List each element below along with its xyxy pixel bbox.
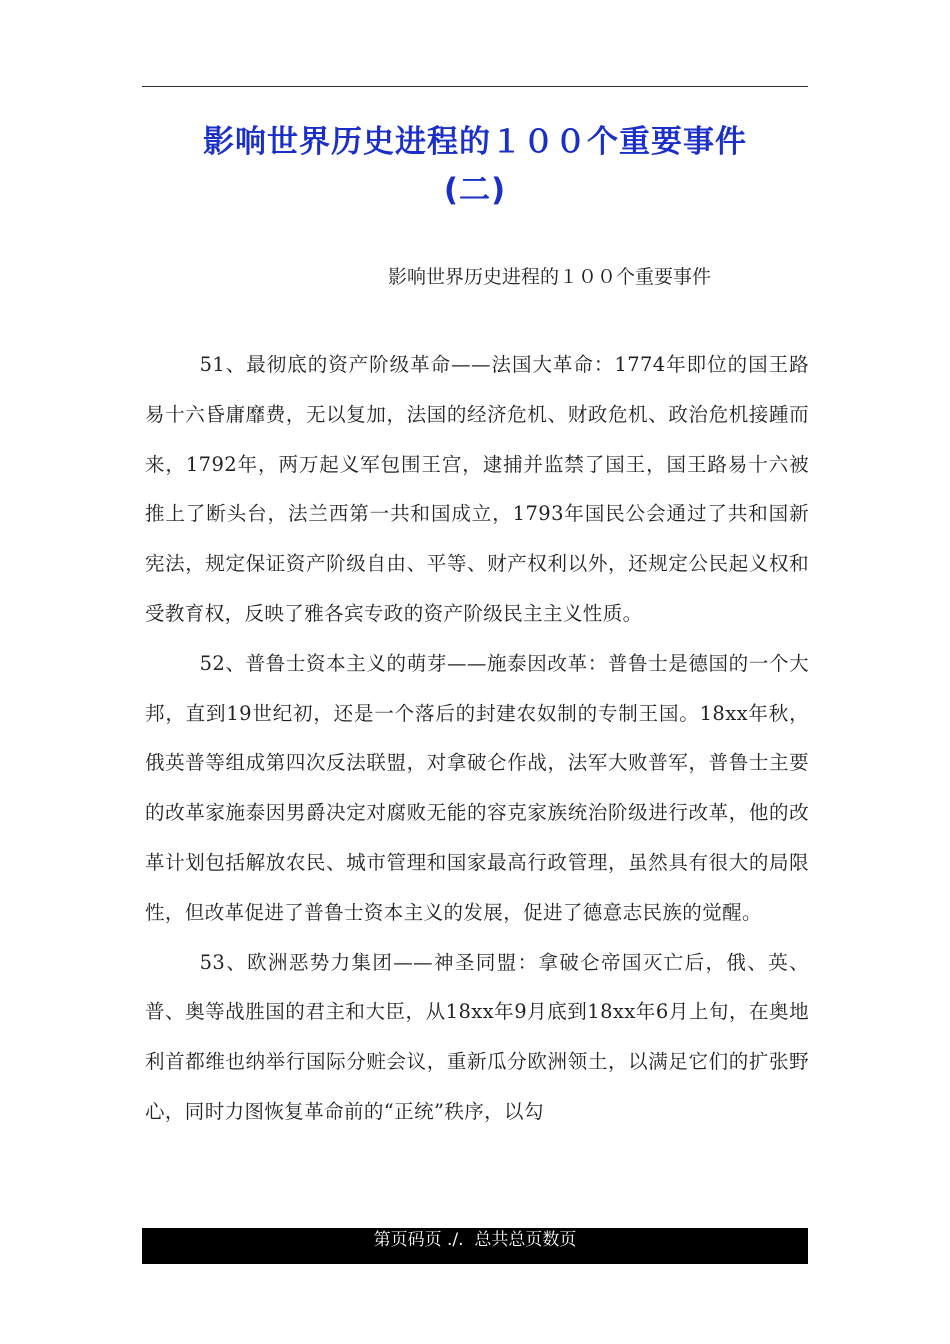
paragraph-51: 51、最彻底的资产阶级革命——法国大革命：1774年即位的国王路易十六昏庸靡费，无以复加，法国的经济危机、财政危机、政治危机接踵而来，1792年，两万起义军包围王宫，逮捕并监禁了国王，国王路易十六被推上了断头台，法兰西第一共和国成立，1793年国民公会通过了共和国新宪法，规定保证资产阶级自由、平等、财产权利以外，还规定公民起义权和受教育权，反映了雅各宾专政的资产阶级民主主义性质。 bbox=[145, 353, 809, 625]
paragraph-52: 52、普鲁士资本主义的萌芽——施泰因改革：普鲁士是德国的一个大邦，直到19世纪初，还是一个落后的封建农奴制的专制王国。18xx年秋，俄英普等组成第四次反法联盟，对拿破仑作战，法军大败普军，普鲁士主要的改革家施泰因男爵决定对腐败无能的容克家族统治阶级进行改革，他的改革计划包括解放农民、城市管理和国家最高行政管理，虽然具有很大的局限性，但改革促进了普鲁士资本主义的发展，促进了德意志民族的觉醒。 bbox=[145, 651, 809, 924]
paragraph-53: 53、欧洲恶势力集团——神圣同盟：拿破仑帝国灭亡后，俄、英、普、奥等战胜国的君主和大臣，从18xx年9月底到18xx年6月上旬，在奥地利首都维也纳举行国际分赃会议，重新瓜分欧洲领土，以满足它们的扩张野心，同时力图恢复革命前的“正统”秩序，以勾 bbox=[145, 950, 809, 1123]
document-title-line-1: 影响世界历史进程的１００个重要事件 bbox=[203, 124, 747, 160]
document-title-line-2: (二) bbox=[443, 172, 507, 208]
header-rule bbox=[142, 86, 808, 87]
document-title bbox=[142, 118, 808, 214]
document-subtitle: 影响世界历史进程的１００个重要事件 bbox=[388, 266, 712, 288]
document-body bbox=[145, 340, 809, 1137]
page-number-text: 第页码页 ./. 总共总页数页 bbox=[373, 1230, 577, 1250]
page-footer bbox=[142, 1228, 808, 1264]
